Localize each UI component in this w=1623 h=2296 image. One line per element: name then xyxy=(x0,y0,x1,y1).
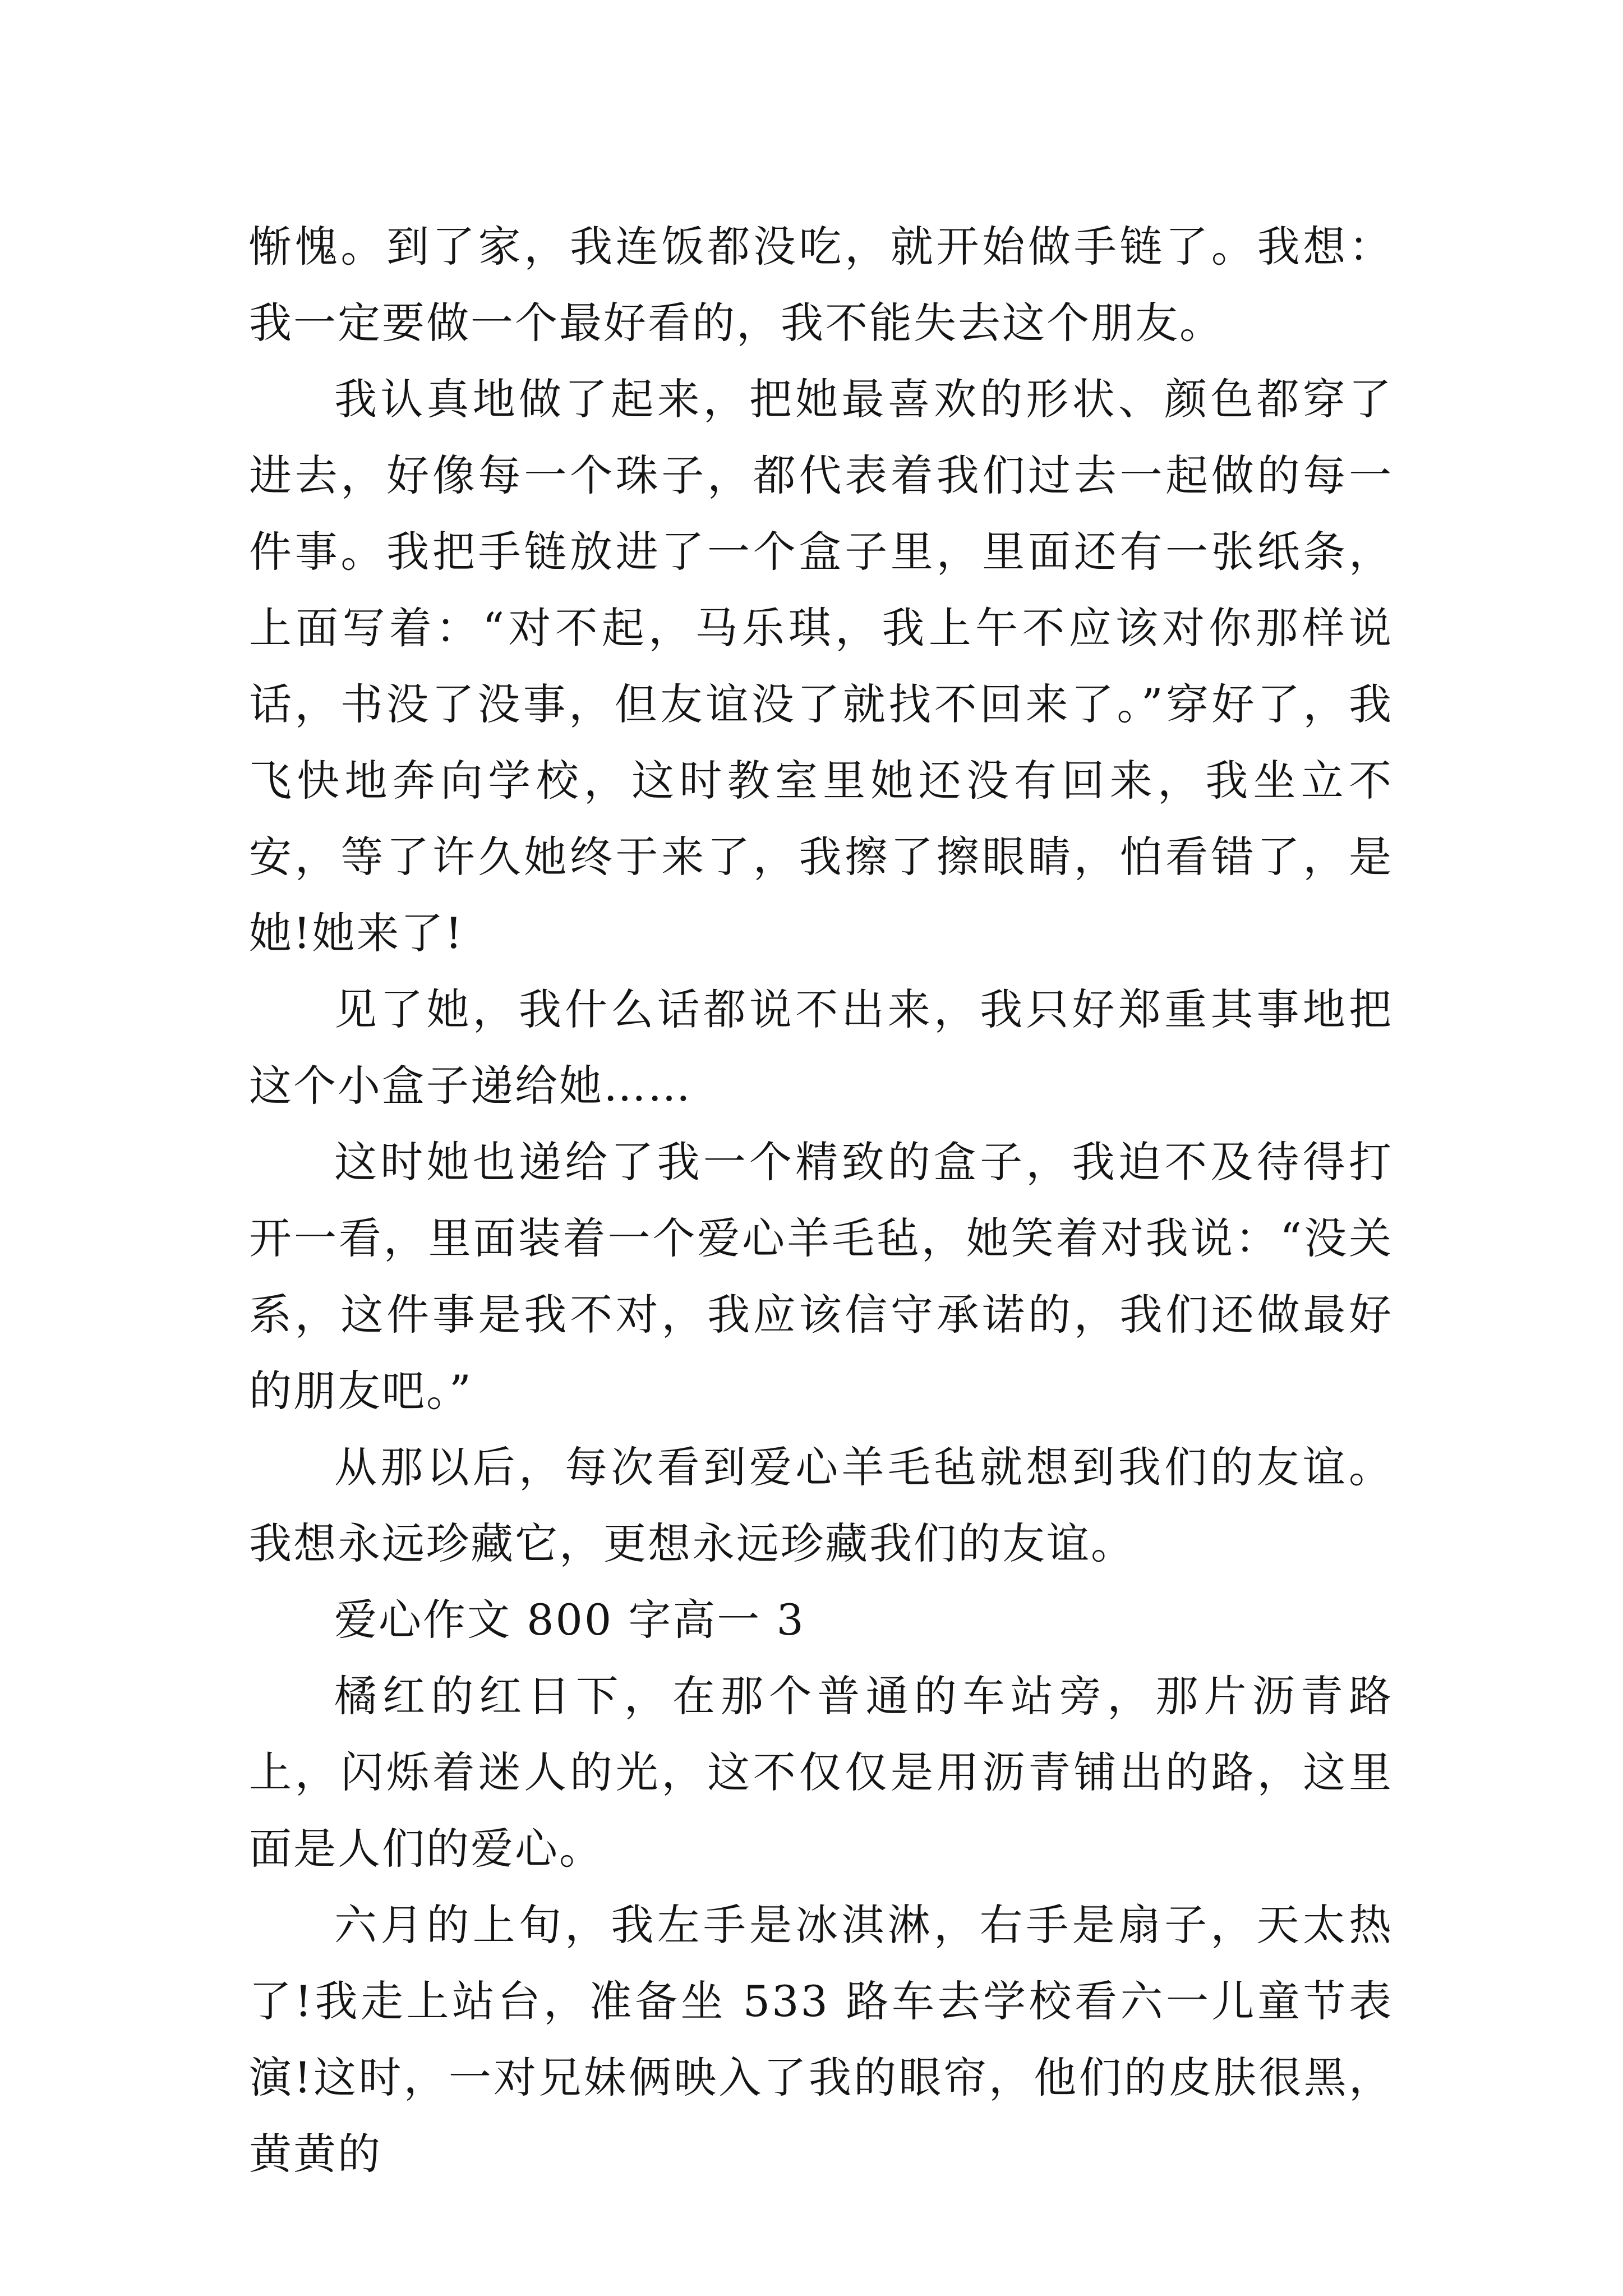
paragraph: 见了她，我什么话都说不出来，我只好郑重其事地把这个小盒子递给她…… xyxy=(249,984,1393,1111)
paragraph: 这时她也递给了我一个精致的盒子，我迫不及待得打开一看，里面装着一个爱心羊毛毡，她笑着对我说：“没关系，这件事是我不对，我应该信守承诺的，我们还做最好的朋友吧。” xyxy=(249,1137,1393,1416)
paragraph: 六月的上旬，我左手是冰淇淋，右手是扇子，天太热了!我走上站台，准备坐 533 路车去学校看六一儿童节表演!这时，一对兄妹俩映入了我的眼帘，他们的皮肤很黑，黄黄的 xyxy=(249,1900,1393,2179)
essay-heading: 爱心作文 800 字高一 3 xyxy=(334,1595,805,1645)
essay-body xyxy=(249,209,1393,2192)
paragraph: 我认真地做了起来，把她最喜欢的形状、颜色都穿了进去，好像每一个珠子，都代表着我们过去一起做的每一件事。我把手链放进了一个盒子里，里面还有一张纸条，上面写着：“对不起，马乐琪，我上午不应该对你那样说话，书没了没事，但友谊没了就找不回来了。”穿好了，我飞快地奔向学校，这时教室里她还没有回来，我坐立不安，等了许久她终于来了，我擦了擦眼睛，怕看错了，是她!她来了! xyxy=(249,374,1393,958)
paragraph: 从那以后，每次看到爱心羊毛毡就想到我们的友谊。我想永远珍藏它，更想永远珍藏我们的友谊。 xyxy=(249,1442,1393,1568)
paragraph-continuation: 惭愧。到了家，我连饭都没吃，就开始做手链了。我想：我一定要做一个最好看的，我不能失去这个朋友。 xyxy=(249,222,1393,348)
paragraph: 橘红的红日下，在那个普通的车站旁，那片沥青路上，闪烁着迷人的光，这不仅仅是用沥青铺出的路，这里面是人们的爱心。 xyxy=(249,1671,1393,1874)
